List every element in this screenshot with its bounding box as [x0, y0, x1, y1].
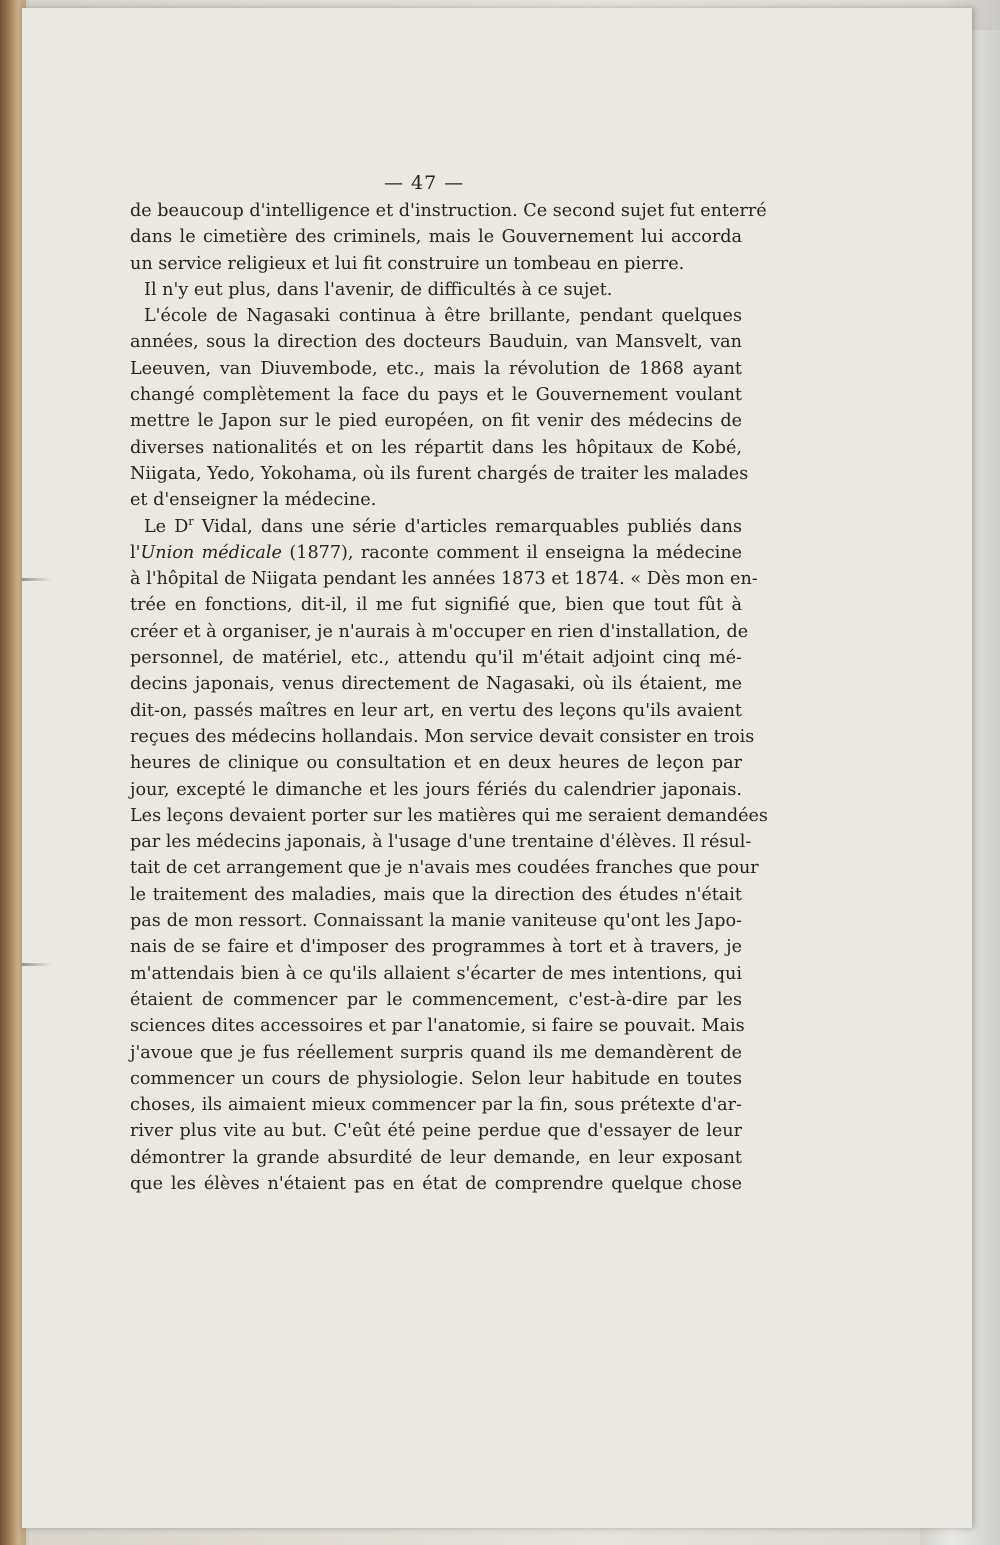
text-line: démontrer la grande absurdité de leur demande, en leur exposant — [130, 1147, 742, 1168]
text-line: j'avoue que je fus réellement surpris quand ils me demandèrent de — [130, 1042, 742, 1063]
text-line: Niigata, Yedo, Yokohama, où ils furent chargés de traiter les malades — [130, 463, 749, 484]
text-line: Leeuven, van Diuvembode, etc., mais la révolution de 1868 ayant — [130, 358, 742, 379]
text-line: commencer un cours de physiologie. Selon leur habitude en toutes — [130, 1068, 742, 1089]
text-line: dans le cimetière des criminels, mais le Gouvernement lui accorda — [130, 227, 742, 248]
text-line: à l'hôpital de Niigata pendant les années 1873 et 1874. « Dès mon en- — [130, 569, 758, 590]
text-line — [130, 540, 742, 566]
text-fragment: Le D — [144, 516, 189, 537]
text-line: trée en fonctions, dit-il, il me fut signifié que, bien que tout fût à — [130, 595, 742, 616]
text-fragment: l' — [130, 542, 141, 563]
text-line: pas de mon ressort. Connaissant la manie vaniteuse qu'ont les Japo- — [130, 911, 742, 932]
text-line: L'école de Nagasaki continua à être brillante, pendant quelques — [144, 306, 742, 327]
text-line: personnel, de matériel, etc., attendu qu'il m'était adjoint cinq mé- — [130, 648, 742, 669]
text-line: Les leçons devaient porter sur les matières qui me seraient demandées — [130, 805, 768, 826]
text-line: reçues des médecins hollandais. Mon service devait consister en trois — [130, 726, 755, 747]
page-fold-mark — [22, 963, 52, 966]
page-fold-mark — [22, 578, 52, 581]
text-line: m'attendais bien à ce qu'ils allaient s'écarter de mes intentions, qui — [130, 963, 742, 984]
text-line: heures de clinique ou consultation et en deux heures de leçon par — [130, 753, 742, 774]
text-line: mettre le Japon sur le pied européen, on fit venir des médecins de — [130, 411, 742, 432]
text-line: années, sous la direction des docteurs Bauduin, van Mansvelt, van — [130, 332, 742, 353]
text-line: par les médecins japonais, à l'usage d'une trentaine d'élèves. Il résul- — [130, 832, 752, 853]
text-line: de beaucoup d'intelligence et d'instruction. Ce second sujet fut enterré — [130, 201, 767, 221]
body-text — [130, 198, 768, 1197]
text-line: dit-on, passés maîtres en leur art, en vertu des leçons qu'ils avaient — [130, 700, 742, 721]
text-line: tait de cet arrangement que je n'avais mes coudées franches que pour — [130, 858, 759, 879]
superscript-r: r — [188, 514, 194, 528]
text-line: étaient de commencer par le commencement, c'est-à-dire par les — [130, 989, 742, 1010]
text-line: decins japonais, venus directement de Nagasaki, où ils étaient, me — [130, 674, 742, 695]
text-line: choses, ils aimaient mieux commencer par la fin, sous prétexte d'ar- — [130, 1095, 742, 1116]
text-line: et d'enseigner la médecine. — [130, 490, 377, 511]
text-line: créer et à organiser, je n'aurais à m'occuper en rien d'installation, de — [130, 621, 749, 642]
text-line: diverses nationalités et on les répartit dans les hôpitaux de Kobé, — [130, 437, 742, 458]
text-line: Il n'y eut plus, dans l'avenir, de difficultés à ce sujet. — [144, 279, 613, 300]
text-line: que les élèves n'étaient pas en état de comprendre quelque chose — [130, 1173, 742, 1194]
text-line: river plus vite au but. C'eût été peine perdue que d'essayer de leur — [130, 1121, 742, 1142]
text-line: un service religieux et lui fit construire un tombeau en pierre. — [130, 253, 685, 274]
text-fragment: (1877), raconte comment il enseigna la médecine — [281, 542, 742, 563]
text-line: sciences dites accessoires et par l'anatomie, si faire se pouvait. Mais — [130, 1016, 745, 1037]
text-line: jour, excepté le dimanche et les jours fériés du calendrier japonais. — [130, 779, 742, 800]
text-line: le traitement des maladies, mais que la direction des études n'était — [130, 884, 742, 905]
text-line — [130, 514, 742, 540]
journal-title: Union médicale — [140, 542, 282, 563]
text-fragment: Vidal, dans une série d'articles remarquables publiés dans — [193, 516, 742, 537]
page-number: — 47 — — [384, 172, 465, 194]
text-line: nais de se faire et d'imposer des programmes à tort et à travers, je — [130, 937, 742, 958]
text-line: changé complètement la face du pays et le Gouvernement voulant — [130, 385, 742, 406]
